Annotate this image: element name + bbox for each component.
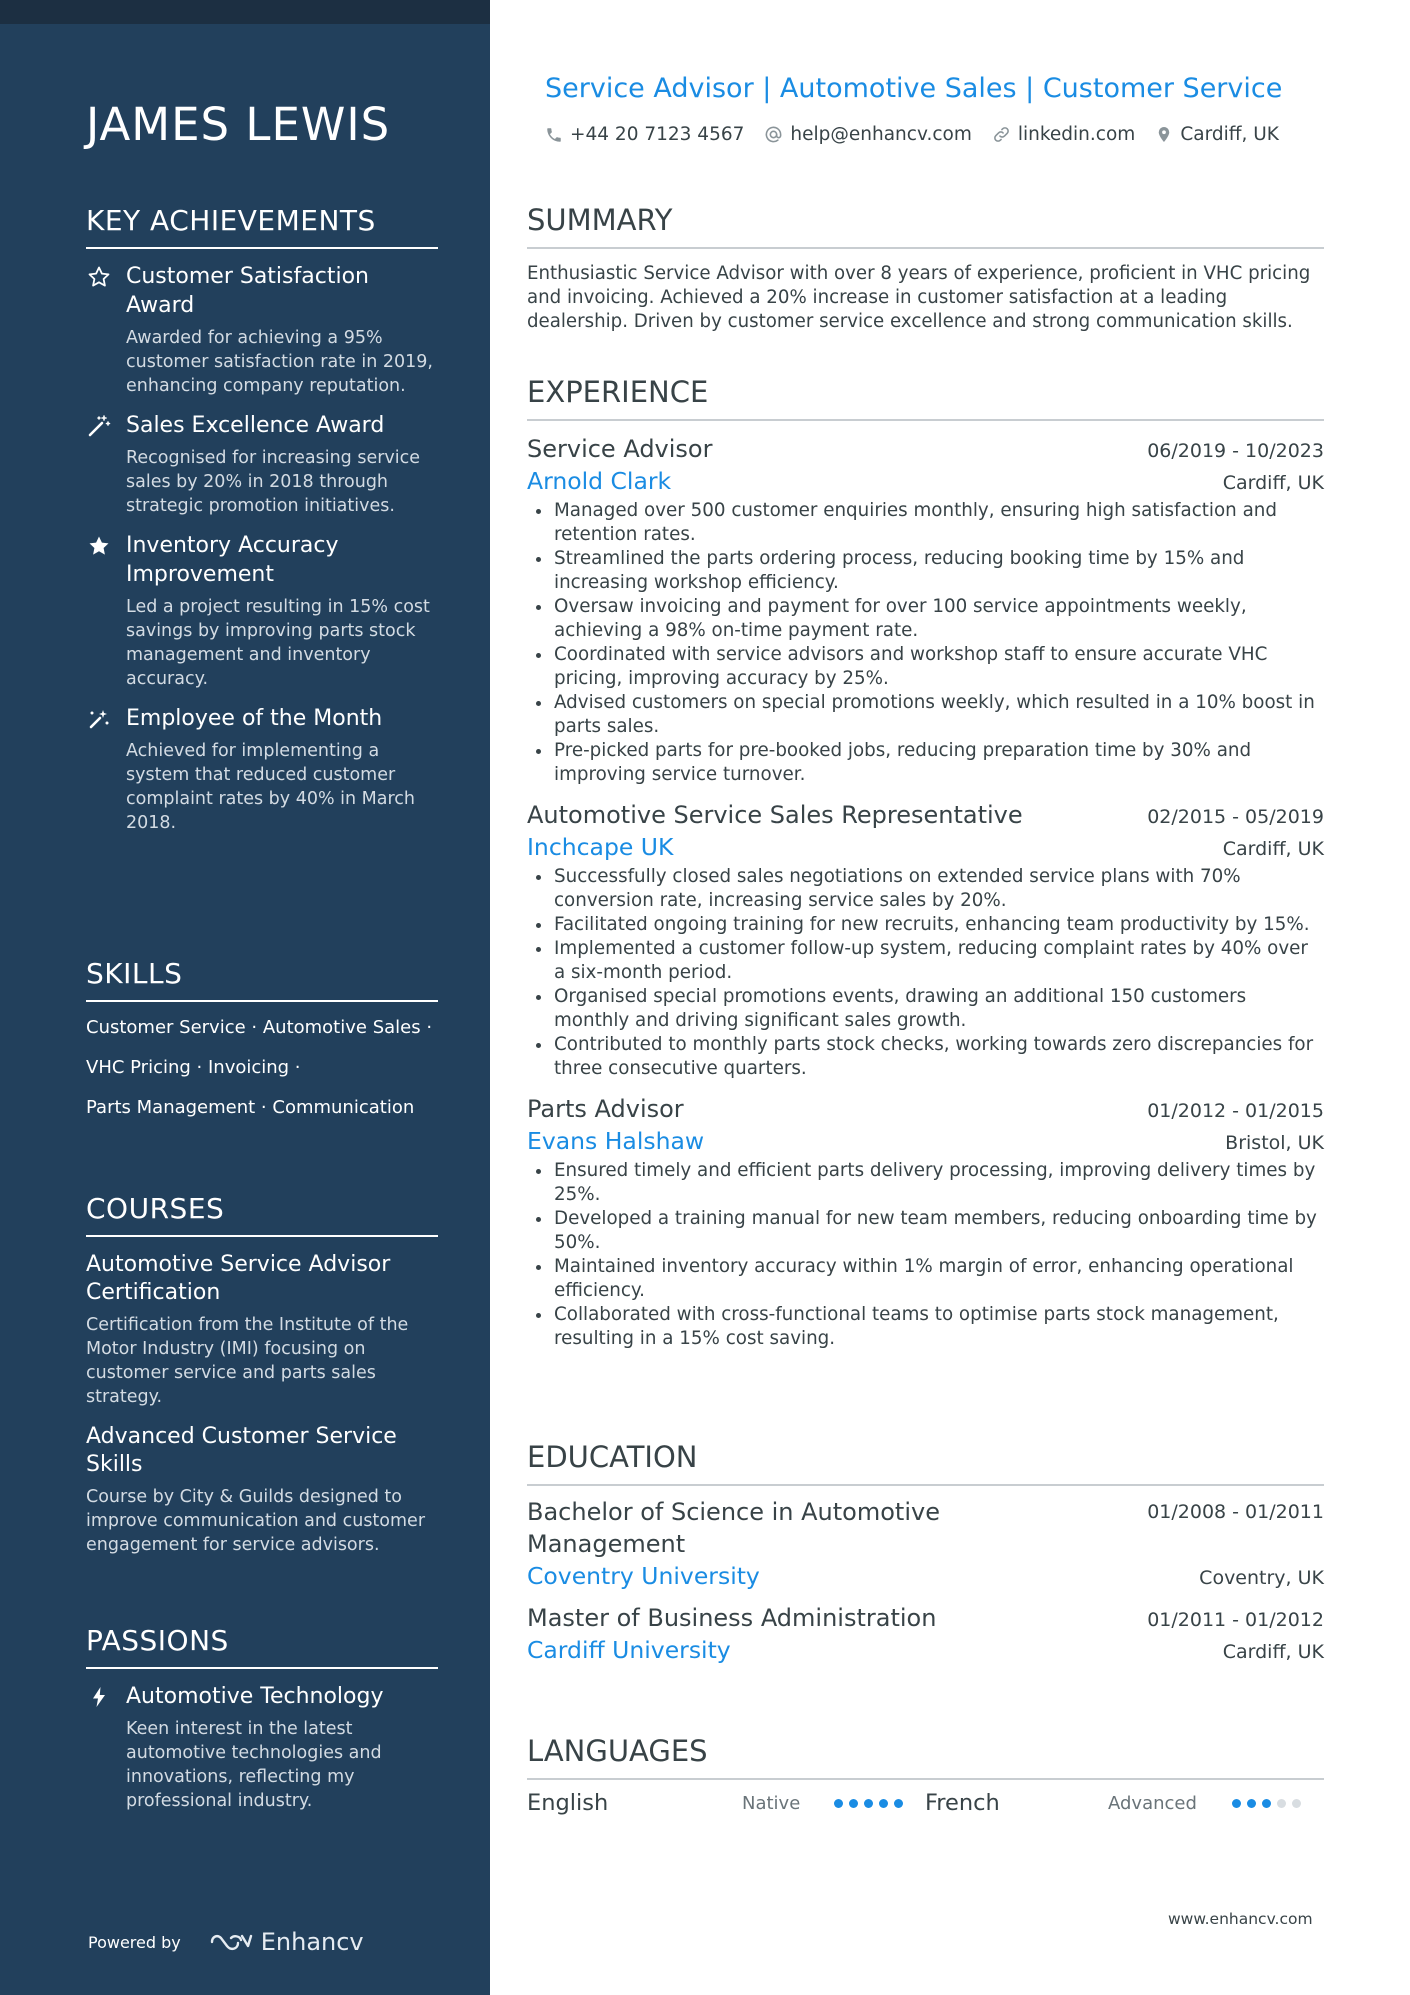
rating-dot-filled <box>849 1799 858 1808</box>
job-entry <box>527 799 1324 1081</box>
education-dates: 01/2008 - 01/2011 <box>1147 1501 1324 1523</box>
contact-linkedin[interactable] <box>992 124 1135 145</box>
job-entry <box>527 433 1324 787</box>
achievements-heading: KEY ACHIEVEMENTS <box>86 204 438 249</box>
job-location: Cardiff, UK <box>1222 838 1324 860</box>
bullet-item: Implemented a customer follow-up system, reducing complaint rates by 40% over a six-month period. <box>527 937 1324 985</box>
rating-dot-empty <box>1277 1799 1286 1808</box>
job-bullets <box>527 499 1324 787</box>
job-location: Cardiff, UK <box>1222 472 1324 494</box>
candidate-name: JAMES LEWIS <box>86 98 391 151</box>
bullet-item: Organised special promotions events, drawing an additional 150 customers monthly and driving significant sales growth. <box>527 985 1324 1033</box>
skills-list <box>86 1016 438 1120</box>
education-heading: EDUCATION <box>527 1440 1324 1486</box>
bullet-item: Successfully closed sales negotiations on extended service plans with 70% conversion rate, increasing service sales by 20%. <box>527 865 1324 913</box>
contact-bar <box>545 124 1299 145</box>
course-title: Advanced Customer Service Skills <box>86 1424 397 1477</box>
email-text: help@enhancv.com <box>790 124 972 145</box>
job-title: Parts Advisor <box>527 1095 684 1123</box>
courses-heading: COURSES <box>86 1192 438 1237</box>
school-name: Coventry University <box>527 1562 760 1590</box>
language-rating <box>1232 1799 1307 1808</box>
star-outline-icon <box>86 264 112 290</box>
achievement-item <box>86 704 438 835</box>
linkedin-text: linkedin.com <box>1017 124 1136 145</box>
enhancv-logo[interactable] <box>209 1928 364 1956</box>
enhancv-logo-icon <box>209 1930 253 1954</box>
language-level: Native <box>742 1792 801 1814</box>
rating-dot-filled <box>1247 1799 1256 1808</box>
passions-heading: PASSIONS <box>86 1624 438 1669</box>
courses-section <box>86 1192 438 1557</box>
course-desc: Course by City & Guilds designed to improve communication and customer engagement for service advisors. <box>86 1487 426 1555</box>
language-entry <box>527 1790 925 1816</box>
course-item <box>86 1251 438 1409</box>
job-title: Automotive Service Sales Representative <box>527 801 1023 829</box>
rating-dot-filled <box>894 1799 903 1808</box>
experience-heading: EXPERIENCE <box>527 375 1324 421</box>
achievement-title: Employee of the Month <box>126 706 383 731</box>
sidebar <box>0 0 490 1995</box>
powered-by-label: Powered by <box>88 1932 181 1952</box>
experience-section <box>527 375 1324 1351</box>
link-icon <box>992 125 1011 144</box>
bullet-item: Ensured timely and efficient parts delivery processing, improving delivery times by 25%. <box>527 1159 1324 1207</box>
powered-by <box>88 1928 364 1956</box>
language-name: English <box>527 1790 609 1816</box>
job-dates: 06/2019 - 10/2023 <box>1147 440 1324 462</box>
summary-heading: SUMMARY <box>527 203 1324 249</box>
passion-desc: Keen interest in the latest automotive technologies and innovations, reflecting my professional industry. <box>126 1719 382 1811</box>
magic-wand-icon <box>86 413 112 439</box>
education-entry <box>527 1496 1324 1592</box>
course-item <box>86 1423 438 1557</box>
languages-heading: LANGUAGES <box>527 1734 1324 1780</box>
achievement-desc: Led a project resulting in 15% cost savings by improving parts stock management and inventory accuracy. <box>126 597 430 689</box>
contact-phone[interactable] <box>545 124 744 145</box>
language-rating <box>834 1799 909 1808</box>
enhancv-brand-name: Enhancv <box>260 1928 364 1956</box>
bullet-item: Developed a training manual for new team members, reducing onboarding time by 50%. <box>527 1207 1324 1255</box>
bullet-item: Advised customers on special promotions weekly, which resulted in a 10% boost in parts sales. <box>527 691 1324 739</box>
contact-location <box>1155 124 1279 145</box>
summary-section <box>527 203 1324 334</box>
job-bullets <box>527 1159 1324 1351</box>
location-pin-icon <box>1155 125 1173 144</box>
skill-line: Customer Service · Automotive Sales · <box>86 1017 433 1038</box>
rating-dot-filled <box>834 1799 843 1808</box>
skill-line: Parts Management · Communication <box>86 1097 415 1118</box>
passions-section <box>86 1624 438 1813</box>
school-location: Coventry, UK <box>1199 1567 1324 1589</box>
language-entry <box>925 1790 1323 1816</box>
language-name: French <box>925 1790 1000 1816</box>
company-name: Inchcape UK <box>527 833 674 861</box>
bullet-item: Collaborated with cross-functional teams to optimise parts stock management, resulting in a 15% cost saving. <box>527 1303 1324 1351</box>
course-desc: Certification from the Institute of the Motor Industry (IMI) focusing on customer service and parts sales strategy. <box>86 1315 409 1407</box>
language-level: Advanced <box>1108 1792 1197 1814</box>
achievement-item <box>86 411 438 518</box>
achievement-desc: Awarded for achieving a 95% customer satisfaction rate in 2019, enhancing company reputation. <box>126 328 433 396</box>
school-name: Cardiff University <box>527 1636 731 1664</box>
achievement-item <box>86 531 438 691</box>
bullet-item: Contributed to monthly parts stock checks, working towards zero discrepancies for three consecutive quarters. <box>527 1033 1324 1081</box>
location-text: Cardiff, UK <box>1180 124 1279 145</box>
lightning-icon <box>86 1684 112 1710</box>
education-entry <box>527 1602 1324 1666</box>
skills-heading: SKILLS <box>86 957 438 1002</box>
achievement-item <box>86 262 438 398</box>
rating-dot-filled <box>1232 1799 1241 1808</box>
bullet-item: Oversaw invoicing and payment for over 100 service appointments weekly, achieving a 98% on-time payment rate. <box>527 595 1324 643</box>
skills-section <box>86 957 438 1136</box>
bullet-item: Managed over 500 customer enquiries monthly, ensuring high satisfaction and retention rates. <box>527 499 1324 547</box>
phone-icon <box>545 126 563 144</box>
languages-list <box>527 1790 1324 1816</box>
course-title: Automotive Service Advisor Certification <box>86 1252 391 1305</box>
achievement-title: Inventory Accuracy Improvement <box>126 533 339 587</box>
passion-item <box>86 1682 438 1813</box>
job-entry <box>527 1093 1324 1351</box>
website-url[interactable]: www.enhancv.com <box>1168 1910 1313 1928</box>
degree-title: Master of Business Administration <box>527 1604 937 1632</box>
sparkle-wand-icon <box>86 706 112 732</box>
bullet-item: Facilitated ongoing training for new recruits, enhancing team productivity by 15%. <box>527 913 1324 937</box>
job-bullets <box>527 865 1324 1081</box>
education-dates: 01/2011 - 01/2012 <box>1147 1609 1324 1631</box>
summary-text: Enthusiastic Service Advisor with over 8 years of experience, proficient in VHC pricing and invoicing. Achieved a 20% increase in customer satisfaction at a leading dealership. Driven by customer service excellence and strong communication skills. <box>527 263 1311 332</box>
headline: Service Advisor | Automotive Sales | Customer Service <box>545 73 1283 104</box>
job-dates: 02/2015 - 05/2019 <box>1147 806 1324 828</box>
degree-title: Bachelor of Science in Automotive Management <box>527 1498 940 1558</box>
job-dates: 01/2012 - 01/2015 <box>1147 1100 1324 1122</box>
achievement-title: Sales Excellence Award <box>126 413 385 438</box>
bullet-item: Coordinated with service advisors and workshop staff to ensure accurate VHC pricing, improving accuracy by 25%. <box>527 643 1324 691</box>
job-location: Bristol, UK <box>1225 1132 1324 1154</box>
bullet-item: Streamlined the parts ordering process, reducing booking time by 15% and increasing workshop efficiency. <box>527 547 1324 595</box>
rating-dot-filled <box>1262 1799 1271 1808</box>
school-location: Cardiff, UK <box>1222 1641 1324 1663</box>
company-name: Evans Halshaw <box>527 1127 705 1155</box>
contact-email[interactable] <box>764 124 971 145</box>
education-section <box>527 1440 1324 1666</box>
languages-section <box>527 1734 1324 1816</box>
star-filled-icon <box>86 533 112 559</box>
at-icon <box>764 125 783 144</box>
phone-text: +44 20 7123 4567 <box>570 124 745 145</box>
rating-dot-filled <box>879 1799 888 1808</box>
passion-title: Automotive Technology <box>126 1684 384 1709</box>
company-name: Arnold Clark <box>527 467 672 495</box>
achievement-desc: Recognised for increasing service sales by 20% in 2018 through strategic promotion initiatives. <box>126 448 421 516</box>
bullet-item: Pre-picked parts for pre-booked jobs, reducing preparation time by 30% and improving service turnover. <box>527 739 1324 787</box>
bullet-item: Maintained inventory accuracy within 1% margin of error, enhancing operational efficiency. <box>527 1255 1324 1303</box>
rating-dot-filled <box>864 1799 873 1808</box>
achievement-desc: Achieved for implementing a system that reduced customer complaint rates by 40% in March 2018. <box>126 741 416 833</box>
achievements-section <box>86 204 438 835</box>
job-title: Service Advisor <box>527 435 713 463</box>
skill-line: VHC Pricing · Invoicing · <box>86 1057 301 1078</box>
rating-dot-empty <box>1292 1799 1301 1808</box>
achievement-title: Customer Satisfaction Award <box>126 264 369 318</box>
